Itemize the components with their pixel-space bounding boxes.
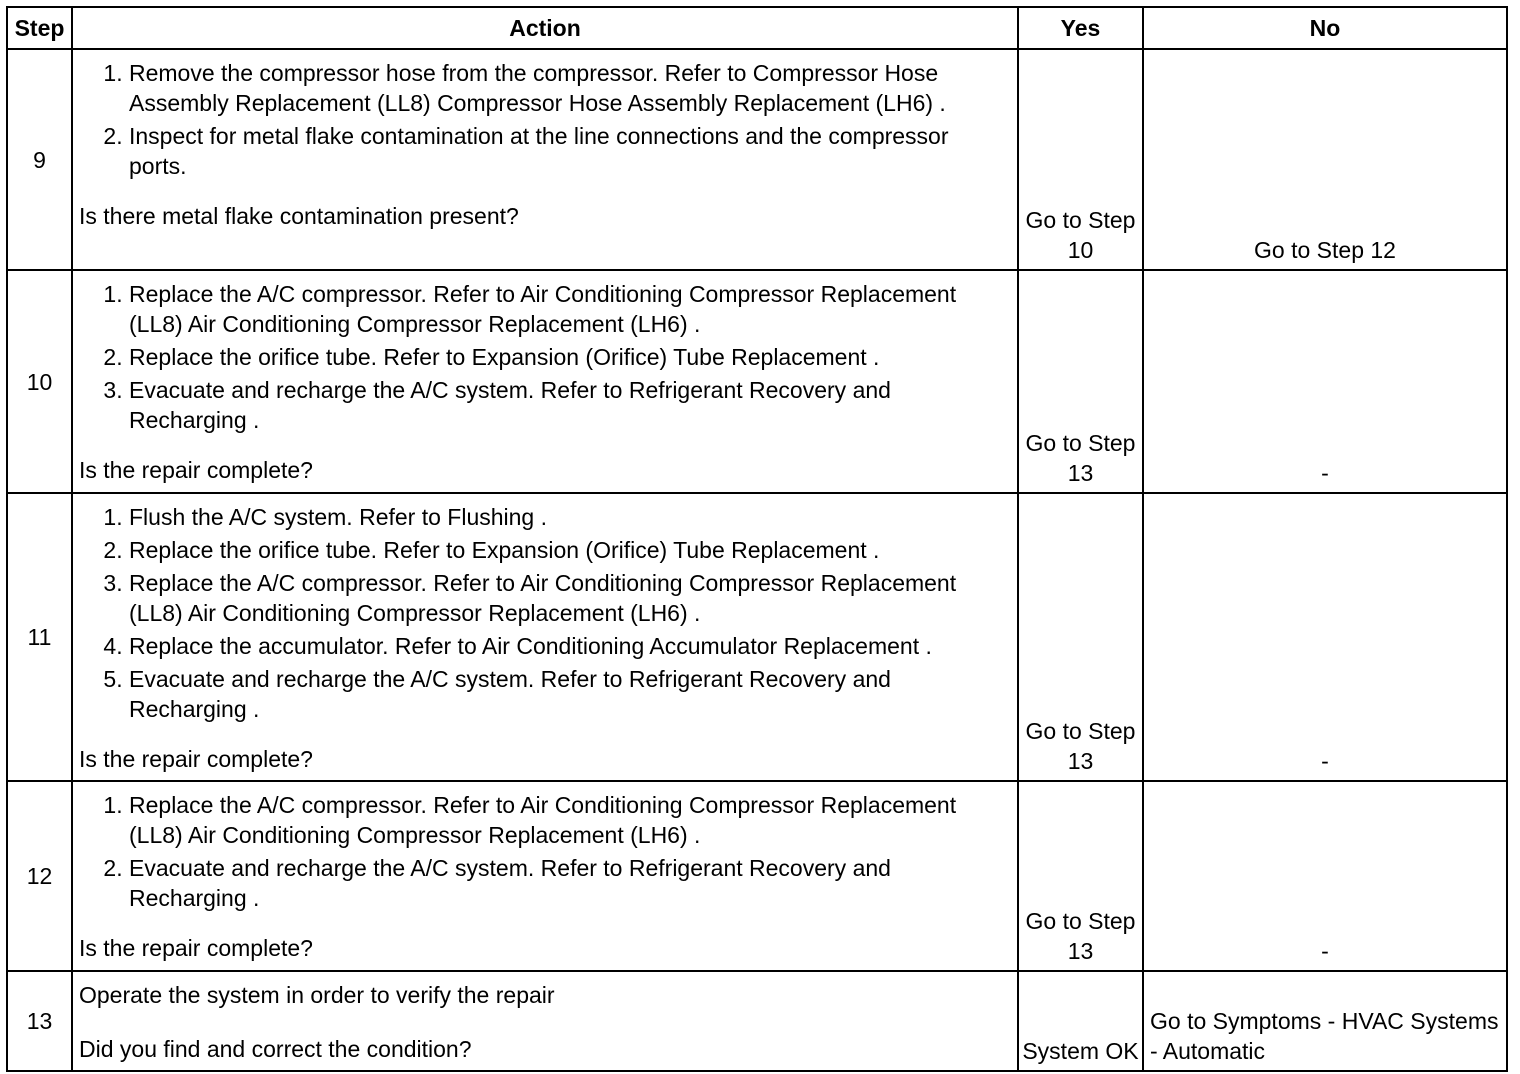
no-cell: - (1143, 493, 1507, 781)
header-action: Action (72, 7, 1018, 49)
list-item: 1. Replace the A/C compressor. Refer to Air Conditioning Compressor Replacement (LL8) Air Conditioning Compressor Replacement (LH6) . (129, 279, 1011, 339)
no-cell: - (1143, 781, 1507, 971)
list-item: 2. Inspect for metal flake contamination at the line connections and the compressor ports. (129, 121, 1011, 181)
question-text: Is the repair complete? (79, 746, 313, 772)
table-row (7, 971, 1507, 1071)
list-item: 5. Evacuate and recharge the A/C system. Refer to Refrigerant Recovery and Recharging . (129, 664, 1011, 724)
step-number: 13 (7, 971, 72, 1071)
diagnostic-table (6, 6, 1508, 1072)
header-step: Step (7, 7, 72, 49)
list-item: 3. Replace the A/C compressor. Refer to Air Conditioning Compressor Replacement (LL8) Air Conditioning Compressor Replacement (LH6) . (129, 568, 1011, 628)
action-list (79, 502, 1011, 724)
instruction-text: Operate the system in order to verify the repair (79, 982, 555, 1008)
question-text: Did you find and correct the condition? (79, 1036, 472, 1062)
step-number: 9 (7, 49, 72, 270)
list-item: 2. Replace the orifice tube. Refer to Expansion (Orifice) Tube Replacement . (129, 342, 1011, 372)
step-number: 11 (7, 493, 72, 781)
list-item: 1. Replace the A/C compressor. Refer to Air Conditioning Compressor Replacement (LL8) Air Conditioning Compressor Replacement (LH6) . (129, 790, 1011, 850)
no-cell: Go to Step 12 (1143, 49, 1507, 270)
question-text: Is there metal flake contamination present? (79, 203, 519, 229)
action-list (79, 279, 1011, 435)
question-text: Is the repair complete? (79, 935, 313, 961)
yes-cell: System OK (1018, 971, 1143, 1071)
table-row (7, 493, 1507, 781)
action-cell (72, 270, 1018, 493)
step-number: 12 (7, 781, 72, 971)
yes-cell: Go to Step 13 (1018, 493, 1143, 781)
no-cell: Go to Symptoms - HVAC Systems - Automatic (1143, 971, 1507, 1071)
action-cell (72, 971, 1018, 1071)
yes-cell: Go to Step 10 (1018, 49, 1143, 270)
table-row (7, 49, 1507, 270)
action-cell (72, 493, 1018, 781)
list-item: 1. Remove the compressor hose from the compressor. Refer to Compressor Hose Assembly Replacement (LL8) Compressor Hose Assembly Replacement (LH6) . (129, 58, 1011, 118)
no-cell: - (1143, 270, 1507, 493)
list-item: 3. Evacuate and recharge the A/C system. Refer to Refrigerant Recovery and Recharging . (129, 375, 1011, 435)
table-row (7, 781, 1507, 971)
action-cell (72, 49, 1018, 270)
yes-cell: Go to Step 13 (1018, 270, 1143, 493)
list-item: 2. Replace the orifice tube. Refer to Expansion (Orifice) Tube Replacement . (129, 535, 1011, 565)
header-yes: Yes (1018, 7, 1143, 49)
action-list (79, 790, 1011, 913)
list-item: 1. Flush the A/C system. Refer to Flushing . (129, 502, 1011, 532)
action-list (79, 58, 1011, 181)
header-row (7, 7, 1507, 49)
step-number: 10 (7, 270, 72, 493)
table-row (7, 270, 1507, 493)
header-no: No (1143, 7, 1507, 49)
yes-cell: Go to Step 13 (1018, 781, 1143, 971)
question-text: Is the repair complete? (79, 457, 313, 483)
action-cell (72, 781, 1018, 971)
list-item: 2. Evacuate and recharge the A/C system. Refer to Refrigerant Recovery and Recharging . (129, 853, 1011, 913)
list-item: 4. Replace the accumulator. Refer to Air Conditioning Accumulator Replacement . (129, 631, 1011, 661)
